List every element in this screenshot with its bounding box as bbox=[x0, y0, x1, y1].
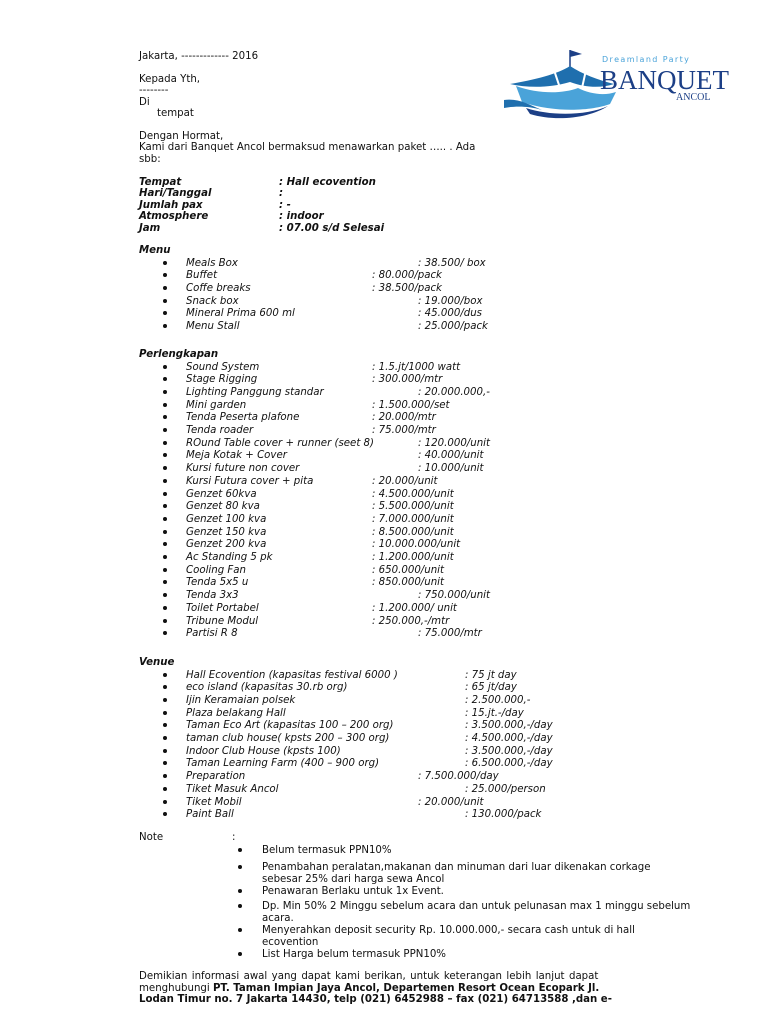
menu-item-price: : 38.500/ box bbox=[418, 257, 486, 269]
menu-item-name: Coffe breaks bbox=[186, 282, 251, 294]
bullet-icon bbox=[163, 466, 167, 470]
perlengkapan-item-name: Genzet 100 kva bbox=[186, 513, 267, 525]
logo-brand: BANQUET bbox=[600, 65, 729, 95]
bullet-icon bbox=[163, 403, 167, 407]
bullet-icon bbox=[163, 542, 167, 546]
bullet-icon bbox=[163, 377, 167, 381]
bullet-icon bbox=[163, 736, 167, 740]
bullet-icon bbox=[163, 673, 167, 677]
date-line: Jakarta, ------------- 2016 bbox=[139, 51, 259, 62]
perlengkapan-item-name: ROund Table cover + runner (seet 8) bbox=[186, 437, 375, 449]
perlengkapan-item-price: : 1.200.000/unit bbox=[372, 552, 454, 563]
venue-item-price: : 7.500.000/day bbox=[418, 771, 499, 783]
event-info-label: Atmosphere bbox=[139, 211, 209, 223]
menu-item-name: Snack box bbox=[186, 295, 239, 307]
bullet-icon bbox=[238, 928, 242, 932]
event-info-label: Hari/Tanggal bbox=[139, 188, 212, 200]
event-info-label: Jumlah pax bbox=[139, 199, 203, 211]
bullet-icon bbox=[163, 568, 167, 572]
menu-section-title: Menu bbox=[139, 245, 171, 256]
venue-item-name: Indoor Club House (kpsts 100) bbox=[186, 745, 341, 757]
perlengkapan-item-price: : 650.000/unit bbox=[372, 564, 444, 576]
bullet-icon bbox=[163, 415, 167, 419]
perlengkapan-item-name: Kursi Futura cover + pita bbox=[186, 475, 314, 487]
venue-item-price: : 25.000/person bbox=[465, 783, 546, 795]
bullet-icon bbox=[163, 606, 167, 610]
venue-item-price: : 75 jt day bbox=[465, 669, 517, 681]
perlengkapan-item-price: : 75.000/mtr bbox=[418, 628, 482, 640]
bullet-icon bbox=[163, 593, 167, 597]
note-label: Note bbox=[139, 832, 164, 843]
menu-item-name: Mineral Prima 600 ml bbox=[186, 308, 295, 320]
bullet-icon bbox=[163, 711, 167, 715]
bullet-icon bbox=[163, 299, 167, 303]
perlengkapan-item-price: : 750.000/unit bbox=[418, 590, 490, 602]
bullet-icon bbox=[163, 273, 167, 277]
bullet-icon bbox=[163, 749, 167, 753]
bullet-icon bbox=[163, 365, 167, 369]
bullet-icon bbox=[163, 774, 167, 778]
bullet-icon bbox=[163, 685, 167, 689]
venue-item-price: : 4.500.000,-/day bbox=[465, 733, 553, 744]
bullet-icon bbox=[163, 504, 167, 508]
venue-item-price: : 3.500.000,-/day bbox=[465, 745, 553, 757]
perlengkapan-item-price: : 20.000/unit bbox=[372, 475, 438, 487]
event-info-value: : Hall ecovention bbox=[279, 177, 376, 188]
perlengkapan-item-price: : 75.000/mtr bbox=[372, 425, 436, 436]
menu-item-price: : 45.000/dus bbox=[418, 308, 482, 320]
note-item-line: Penambahan peralatan,makanan dan minuman dari luar dikenakan corkage bbox=[262, 862, 651, 873]
perlengkapan-item-price: : 8.500.000/unit bbox=[372, 526, 454, 538]
closing-line-1: Demikian informasi awal yang dapat kami berikan, untuk keterangan lebih lanjut dapat bbox=[139, 971, 599, 982]
event-info-value: : - bbox=[279, 199, 291, 211]
venue-item-price: : 15.jt.-/day bbox=[465, 707, 524, 719]
perlengkapan-item-name: Genzet 80 kva bbox=[186, 501, 260, 513]
logo-tagline: Dreamland Party bbox=[602, 55, 691, 64]
note-item-line: List Harga belum termasuk PPN10% bbox=[262, 949, 446, 960]
bullet-icon bbox=[163, 517, 167, 521]
event-info-label: Tempat bbox=[139, 177, 182, 188]
company-address: Lodan Timur no. 7 Jakarta 14430, telp (021) 6452988 – fax (021) 64713588 ,dan e- bbox=[139, 994, 612, 1005]
venue-item-name: Ijin Keramaian polsek bbox=[186, 694, 296, 706]
perlengkapan-item-name: Meja Kotak + Cover bbox=[186, 450, 287, 462]
perlengkapan-item-price: : 20.000.000,- bbox=[418, 386, 490, 398]
bullet-icon bbox=[238, 904, 242, 908]
bullet-icon bbox=[163, 800, 167, 804]
event-info-value: : 07.00 s/d Selesai bbox=[279, 222, 385, 234]
bullet-icon bbox=[163, 619, 167, 623]
bullet-icon bbox=[163, 555, 167, 559]
opening-line-2: sbb: bbox=[139, 154, 161, 165]
perlengkapan-item-price: : 1.5.jt/1000 watt bbox=[372, 361, 461, 373]
perlengkapan-item-price: : 1.200.000/ unit bbox=[372, 602, 457, 614]
venue-item-price: : 6.500.000,-/day bbox=[465, 758, 553, 770]
bullet-icon bbox=[163, 286, 167, 290]
perlengkapan-item-name: Genzet 60kva bbox=[186, 488, 257, 500]
perlengkapan-item-name: Tribune Modul bbox=[186, 615, 259, 627]
bullet-icon bbox=[163, 812, 167, 816]
bullet-icon bbox=[163, 390, 167, 394]
note-item-line: Belum termasuk PPN10% bbox=[262, 845, 392, 856]
bullet-icon bbox=[163, 261, 167, 265]
venue-item-name: Hall Ecovention (kapasitas festival 6000 ) bbox=[186, 669, 398, 681]
bullet-icon bbox=[163, 492, 167, 496]
perlengkapan-item-name: Genzet 200 kva bbox=[186, 539, 267, 551]
note-colon: : bbox=[232, 832, 236, 843]
perlengkapan-item-price: : 7.000.000/unit bbox=[372, 513, 454, 525]
note-item-line: Penawaran Berlaku untuk 1x Event. bbox=[262, 886, 444, 897]
venue-section-title: Venue bbox=[139, 657, 175, 668]
venue-item-name: Tiket Mobil bbox=[186, 796, 242, 808]
perlengkapan-item-price: : 1.500.000/set bbox=[372, 399, 450, 411]
bullet-icon bbox=[238, 865, 242, 869]
perlengkapan-item-price: : 120.000/unit bbox=[418, 437, 490, 449]
venue-item-name: Paint Ball bbox=[186, 809, 234, 821]
menu-item-name: Menu Stall bbox=[186, 321, 240, 332]
venue-item-name: eco island (kapasitas 30.rb org) bbox=[186, 682, 348, 694]
perlengkapan-section-title: Perlengkapan bbox=[139, 349, 219, 360]
perlengkapan-item-name: Tenda 3x3 bbox=[186, 590, 239, 602]
perlengkapan-item-price: : 40.000/unit bbox=[418, 450, 484, 462]
note-item-line: ecovention bbox=[262, 936, 319, 948]
bullet-icon bbox=[163, 324, 167, 328]
perlengkapan-item-name: Kursi future non cover bbox=[186, 463, 300, 475]
perlengkapan-item-price: : 4.500.000/unit bbox=[372, 488, 454, 500]
note-item-line: sebesar 25% dari harga sewa Ancol bbox=[262, 873, 445, 885]
venue-item-name: taman club house( kpsts 200 – 300 org) bbox=[186, 733, 390, 744]
perlengkapan-item-name: Toilet Portabel bbox=[186, 602, 259, 614]
menu-item-price: : 19.000/box bbox=[418, 295, 483, 307]
venue-item-price: : 65 jt/day bbox=[465, 682, 517, 694]
banquet-ancol-logo bbox=[498, 44, 729, 124]
recipient-name: -------- bbox=[139, 85, 169, 96]
perlengkapan-item-name: Lighting Panggung standar bbox=[186, 386, 324, 398]
closing-line-2-plain: menghubungi bbox=[139, 983, 213, 994]
note-item-line: Dp. Min 50% 2 Minggu sebelum acara dan untuk pelunasan max 1 minggu sebelum bbox=[262, 901, 691, 912]
event-info-value: : indoor bbox=[279, 211, 324, 223]
recipient-place: tempat bbox=[157, 108, 194, 119]
bullet-icon bbox=[163, 698, 167, 702]
perlengkapan-item-name: Sound System bbox=[186, 361, 260, 373]
perlengkapan-item-name: Genzet 150 kva bbox=[186, 526, 267, 538]
recipient-label: Kepada Yth, bbox=[139, 74, 201, 85]
perlengkapan-item-price: : 20.000/mtr bbox=[372, 412, 436, 424]
note-item-line: Menyerahkan deposit security Rp. 10.000.000,- secara cash untuk di hall bbox=[262, 925, 635, 936]
bullet-icon bbox=[163, 761, 167, 765]
bullet-icon bbox=[238, 889, 242, 893]
bullet-icon bbox=[238, 848, 242, 852]
perlengkapan-item-name: Ac Standing 5 pk bbox=[186, 552, 273, 563]
venue-item-name: Preparation bbox=[186, 771, 246, 783]
venue-item-price: : 2.500.000,- bbox=[465, 694, 531, 706]
perlengkapan-item-name: Cooling Fan bbox=[186, 564, 246, 576]
perlengkapan-item-name: Tenda Peserta plafone bbox=[186, 412, 300, 424]
bullet-icon bbox=[163, 723, 167, 727]
perlengkapan-item-price: : 5.500.000/unit bbox=[372, 501, 454, 513]
menu-item-price: : 80.000/pack bbox=[372, 270, 442, 282]
event-info-label: Jam bbox=[139, 222, 161, 234]
bullet-icon bbox=[163, 580, 167, 584]
perlengkapan-item-price: : 850.000/unit bbox=[372, 577, 444, 589]
bullet-icon bbox=[163, 631, 167, 635]
event-info-value: : bbox=[279, 188, 284, 200]
venue-item-price: : 3.500.000,-/day bbox=[465, 720, 553, 732]
bullet-icon bbox=[163, 311, 167, 315]
bullet-icon bbox=[163, 479, 167, 483]
perlengkapan-item-price: : 300.000/mtr bbox=[372, 374, 443, 386]
perlengkapan-item-price: : 10.000.000/unit bbox=[372, 539, 461, 551]
perlengkapan-item-name: Tenda roader bbox=[186, 425, 254, 436]
bullet-icon bbox=[163, 441, 167, 445]
salutation: Dengan Hormat, bbox=[139, 131, 224, 142]
bullet-icon bbox=[163, 530, 167, 534]
venue-item-name: Tiket Masuk Ancol bbox=[186, 783, 279, 795]
menu-item-name: Buffet bbox=[186, 270, 218, 282]
perlengkapan-item-name: Partisi R 8 bbox=[186, 628, 238, 640]
recipient-di: Di bbox=[139, 97, 150, 108]
bullet-icon bbox=[163, 428, 167, 432]
perlengkapan-item-price: : 250.000,-/mtr bbox=[372, 615, 450, 627]
perlengkapan-item-name: Mini garden bbox=[186, 399, 247, 411]
company-name: PT. Taman Impian Jaya Ancol, Departemen Resort Ocean Ecopark Jl. bbox=[212, 983, 600, 994]
bullet-icon bbox=[238, 952, 242, 956]
venue-item-price: : 20.000/unit bbox=[418, 796, 484, 808]
opening-line-1: Kami dari Banquet Ancol bermaksud menawarkan paket ….. . Ada bbox=[139, 142, 476, 153]
menu-item-name: Meals Box bbox=[186, 257, 238, 269]
menu-item-price: : 38.500/pack bbox=[372, 282, 442, 294]
bullet-icon bbox=[163, 453, 167, 457]
perlengkapan-item-name: Tenda 5x5 u bbox=[186, 577, 249, 589]
menu-item-price: : 25.000/pack bbox=[418, 321, 488, 332]
venue-item-name: Taman Eco Art (kapasitas 100 – 200 org) bbox=[186, 720, 394, 732]
venue-item-name: Taman Learning Farm (400 – 900 org) bbox=[186, 758, 380, 770]
logo-sub: ANCOL bbox=[676, 92, 711, 103]
perlengkapan-item-price: : 10.000/unit bbox=[418, 463, 484, 475]
note-item-line: acara. bbox=[262, 912, 294, 924]
perlengkapan-item-name: Stage Rigging bbox=[186, 374, 258, 386]
venue-item-price: : 130.000/pack bbox=[465, 809, 542, 821]
venue-item-name: Plaza belakang Hall bbox=[186, 707, 286, 719]
bullet-icon bbox=[163, 787, 167, 791]
